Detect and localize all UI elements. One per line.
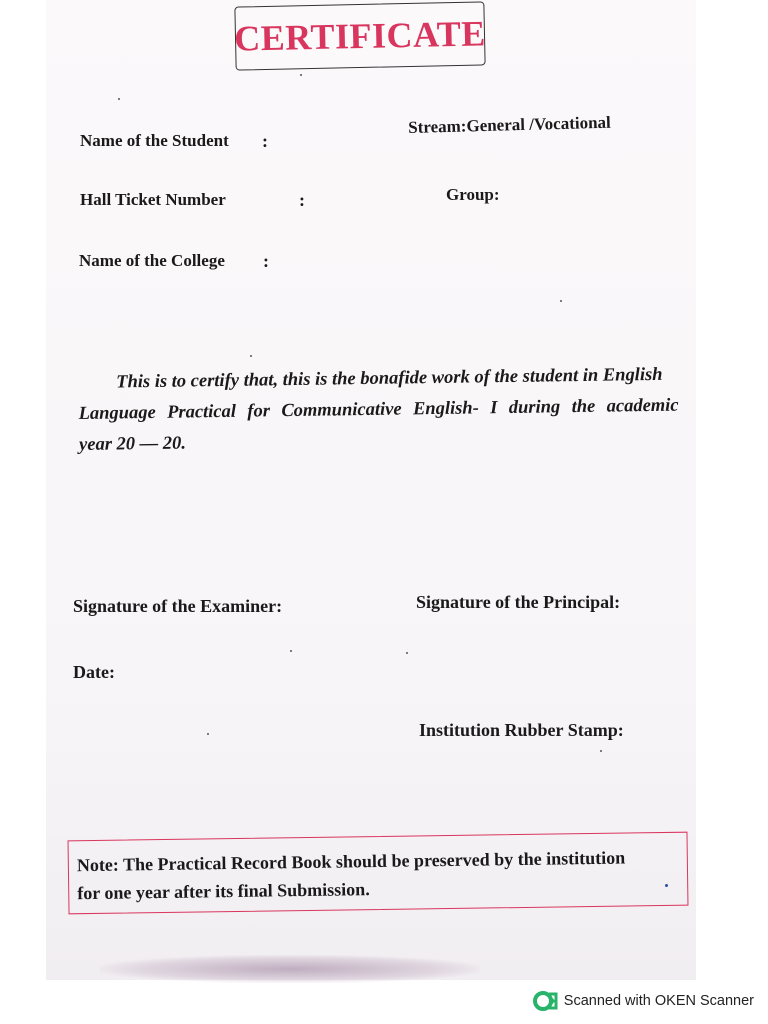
ink-speck	[665, 884, 668, 887]
hall-ticket-colon: :	[299, 190, 305, 210]
student-name-colon: :	[262, 131, 268, 151]
scan-speck	[250, 355, 252, 357]
scan-speck	[406, 652, 408, 654]
scan-speck	[560, 300, 562, 302]
certification-paragraph	[78, 360, 679, 461]
certification-line-2: Language Practical for Communicative English- I during the academic	[78, 395, 679, 424]
certificate-title: CERTIFICATE	[233, 13, 487, 59]
scan-speck	[300, 74, 302, 76]
scanner-text: Scanned with OKEN Scanner	[563, 993, 754, 1009]
page-edge-shadow	[100, 955, 480, 983]
scan-speck	[290, 650, 292, 652]
oken-logo-icon	[532, 990, 558, 1012]
scan-speck	[118, 98, 120, 100]
principal-signature-label: Signature of the Principal:	[416, 592, 621, 612]
college-label: Name of the College	[79, 251, 225, 270]
examiner-signature-label: Signature of the Examiner:	[73, 596, 283, 616]
note-line-1: Note: The Practical Record Book should be preserved by the institution	[76, 847, 626, 876]
student-name-label: Name of the Student	[80, 131, 229, 150]
scan-speck	[600, 750, 602, 752]
scan-speck	[207, 733, 209, 735]
scanner-watermark	[532, 990, 754, 1012]
certification-line-3: year 20 — 20.	[78, 433, 187, 455]
note-box	[68, 832, 689, 915]
date-label: Date:	[73, 662, 115, 682]
rubber-stamp-label: Institution Rubber Stamp:	[419, 720, 624, 740]
stream-label: Stream:General /Vocational	[408, 112, 611, 137]
note-line-2: for one year after its final Submission.	[77, 879, 370, 904]
certificate-title-box	[234, 1, 485, 70]
hall-ticket-label: Hall Ticket Number	[80, 190, 226, 209]
group-label: Group:	[446, 185, 500, 204]
college-colon: :	[263, 251, 269, 271]
certification-line-1: This is to certify that, this is the bonafide work of the student in English	[116, 364, 663, 393]
